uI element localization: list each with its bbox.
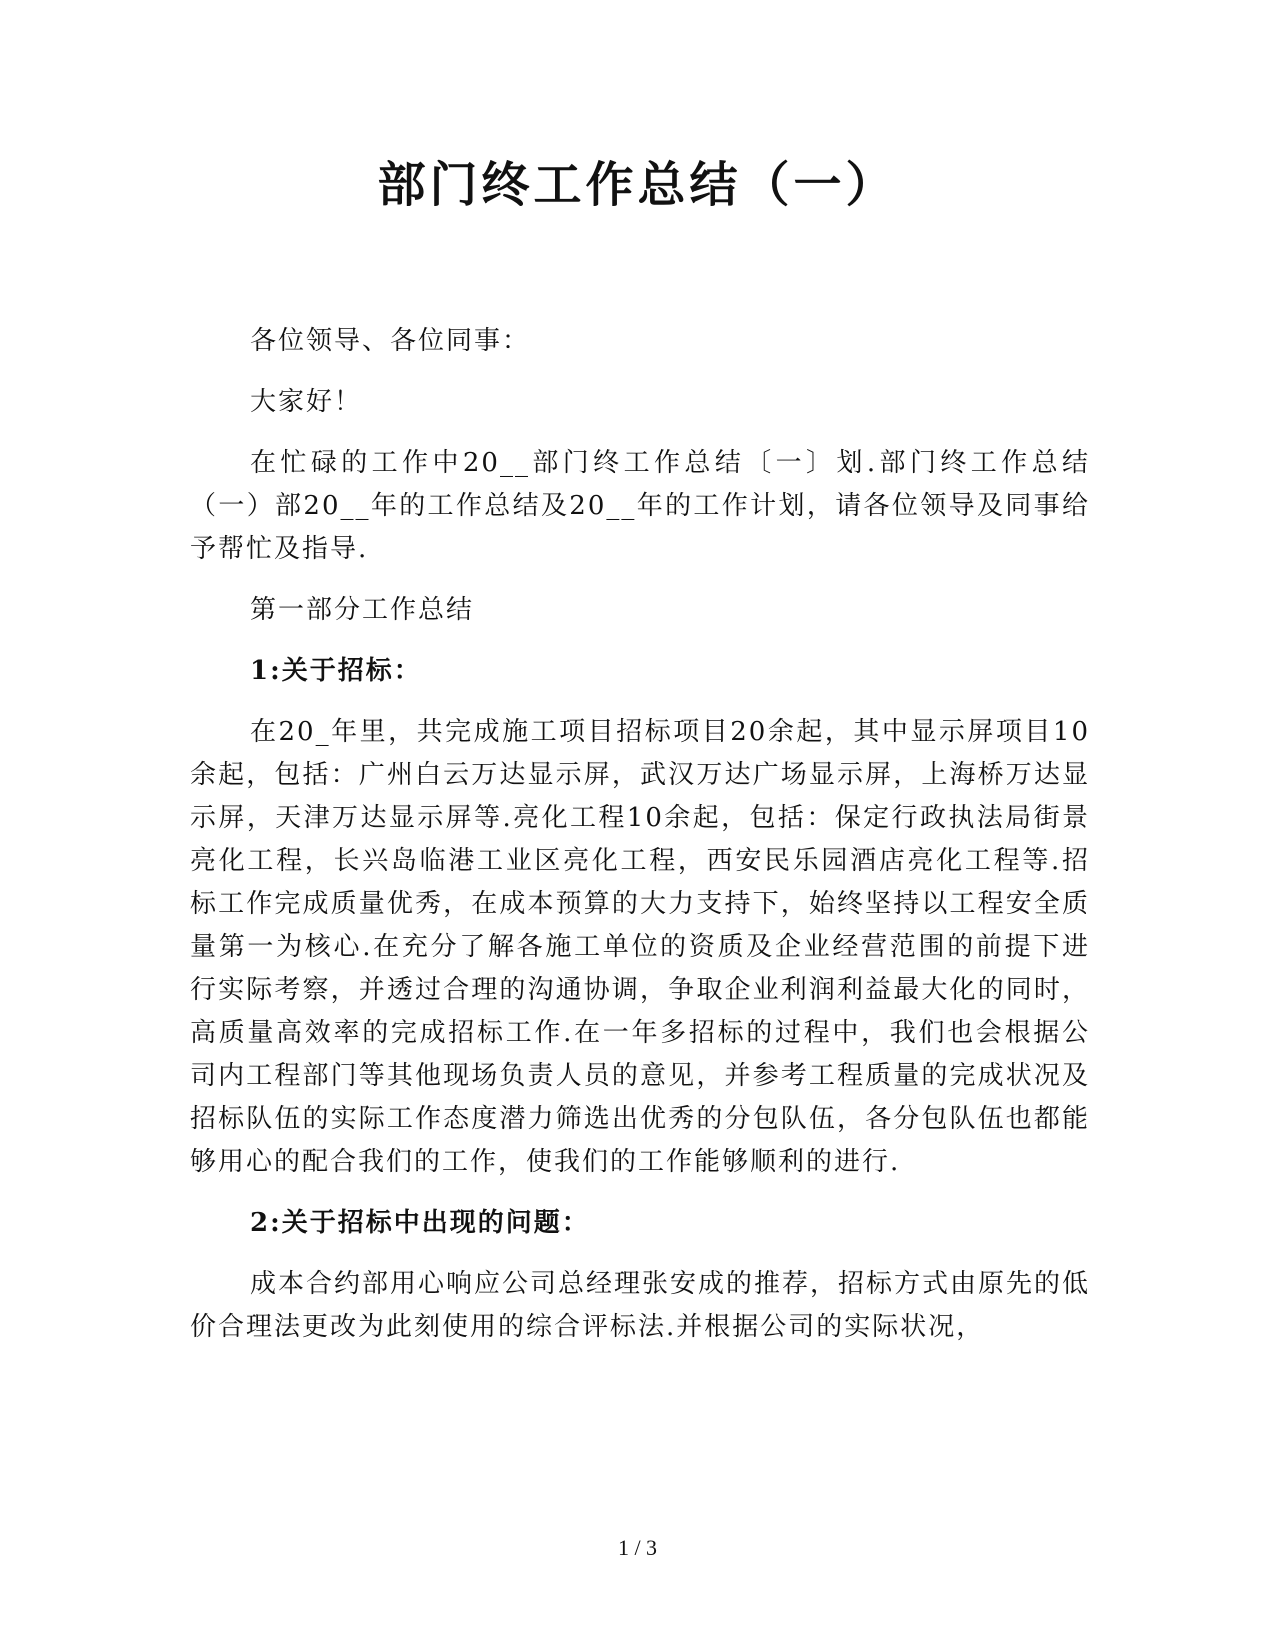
bidding-issues-paragraph: 成本合约部用心响应公司总经理张安成的推荐，招标方式由原先的低价合理法更改为此刻使用的综合评标法.并根据公司的实际状况， — [190, 1269, 1091, 1342]
document-title: 部门终工作总结（一） — [377, 157, 898, 213]
subheading-bidding-issues: 2:关于招标中出现的问题： — [250, 1208, 590, 1238]
greeting: 大家好！ — [250, 387, 363, 417]
bidding-paragraph: 在20_年里，共完成施工项目招标项目20余起，其中显示屏项目10余起，包括：广州白云万达显示屏，武汉万达广场显示屏，上海桥万达显示屏，天津万达显示屏等.亮化工程10余起，包括：保定行政执法局街景亮化工程，长兴岛临港工业区亮化工程，西安民乐园酒店亮化工程等.招标工作完成质量优秀，在成本预算的大力支持下，始终坚持以工程安全质量第一为核心.在充分了解各施工单位的资质及企业经营范围的前提下进行实际考察，并透过合理的沟通协调，争取企业利润利益最大化的同时，高质量高效率的完成招标工作.在一年多招标的过程中，我们也会根据公司内工程部门等其他现场负责人员的意见，并参考工程质量的完成状况及招标队伍的实际工作态度潜力筛选出优秀的分包队伍，各分包队伍也都能够用心的配合我们的工作，使我们的工作能够顺利的进行. — [190, 717, 1090, 1177]
intro-paragraph: 在忙碌的工作中20__部门终工作总结〔一〕划.部门终工作总结（一）部20__年的工作总结及20__年的工作计划，请各位领导及同事给予帮忙及指导. — [190, 448, 1090, 564]
document-body — [190, 320, 1090, 1367]
page-number: 1 / 3 — [617, 1535, 658, 1560]
subheading-bidding: 1:关于招标： — [250, 656, 422, 686]
section-heading: 第一部分工作总结 — [250, 595, 475, 625]
salutation: 各位领导、各位同事： — [250, 326, 531, 356]
